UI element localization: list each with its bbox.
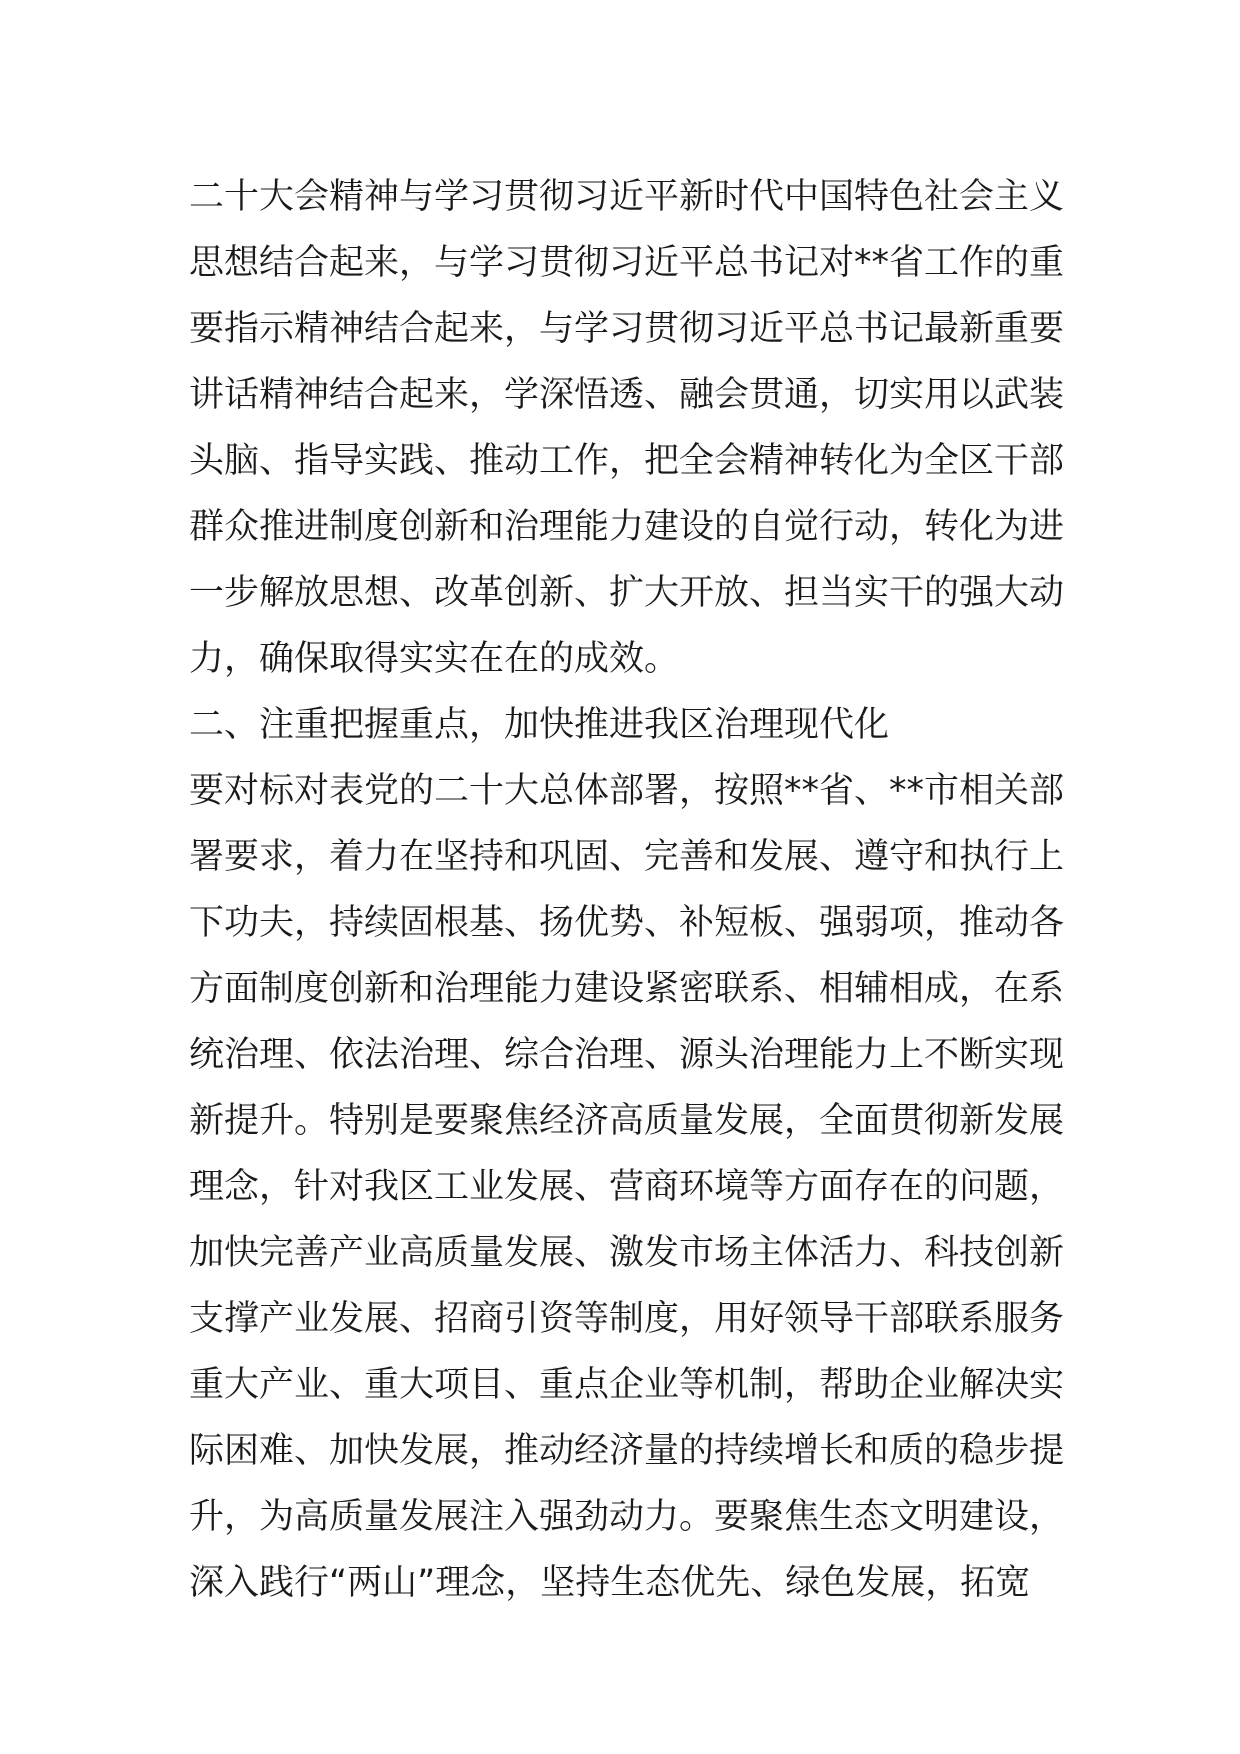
paragraph-line: 二十大会精神与学习贯彻习近平新时代中国特色社会主义 [189,177,1065,217]
paragraph-line: 支撑产业发展、招商引资等制度，用好领导干部联系服务 [189,1299,1065,1339]
paragraph-line: 重大产业、重大项目、重点企业等机制，帮助企业解决实 [189,1365,1065,1405]
paragraph-line: 统治理、依法治理、综合治理、源头治理能力上不断实现 [189,1035,1065,1075]
paragraph-line: 一步解放思想、改革创新、扩大开放、担当实干的强大动 [189,573,1065,613]
paragraph-line: 深入践行“两山”理念，坚持生态优先、绿色发展，拓宽 [189,1563,1031,1603]
paragraph-line: 要指示精神结合起来，与学习贯彻习近平总书记最新重要 [189,309,1065,349]
paragraph-line: 群众推进制度创新和治理能力建设的自觉行动，转化为进 [189,507,1065,547]
paragraph-line: 际困难、加快发展，推动经济量的持续增长和质的稳步提 [189,1431,1065,1471]
paragraph-line: 加快完善产业高质量发展、激发市场主体活力、科技创新 [189,1233,1065,1273]
paragraph-line: 力，确保取得实实在在的成效。 [189,639,680,679]
paragraph-line: 理念，针对我区工业发展、营商环境等方面存在的问题， [189,1167,1065,1207]
paragraph-line: 新提升。特别是要聚焦经济高质量发展，全面贯彻新发展 [189,1101,1065,1141]
paragraph-line: 署要求，着力在坚持和巩固、完善和发展、遵守和执行上 [189,837,1065,877]
paragraph-line: 思想结合起来，与学习贯彻习近平总书记对**省工作的重 [189,243,1065,283]
paragraph-line: 升，为高质量发展注入强劲动力。要聚焦生态文明建设， [189,1497,1065,1537]
body-text [189,164,1069,1616]
paragraph-line: 讲话精神结合起来，学深悟透、融会贯通，切实用以武装 [189,375,1065,415]
paragraph-line: 要对标对表党的二十大总体部署，按照**省、**市相关部 [189,771,1065,811]
paragraph-line: 头脑、指导实践、推动工作，把全会精神转化为全区干部 [189,441,1065,481]
section-heading: 二、注重把握重点，加快推进我区治理现代化 [189,705,890,745]
paragraph-line: 方面制度创新和治理能力建设紧密联系、相辅相成，在系 [189,969,1065,1009]
paragraph-line: 下功夫，持续固根基、扬优势、补短板、强弱项，推动各 [189,903,1065,943]
